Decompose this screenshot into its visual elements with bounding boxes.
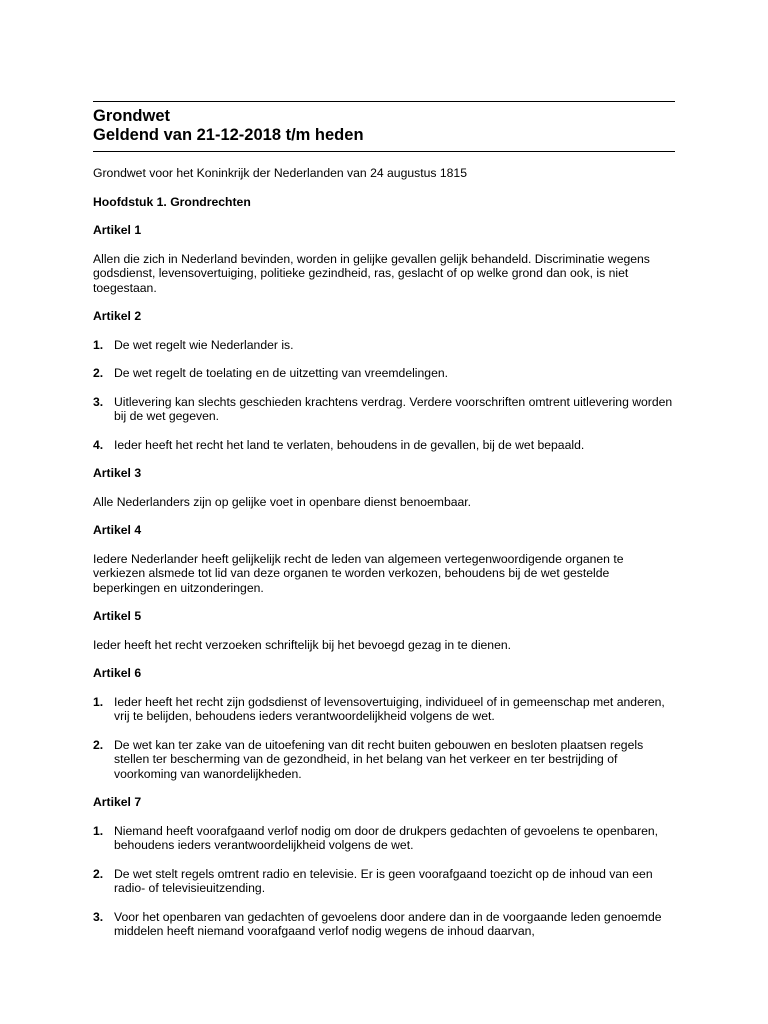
article-text: Ieder heeft het recht verzoeken schriftelijk bij het bevoegd gezag in te dienen. [93, 637, 512, 652]
article-heading: Artikel 5 [93, 609, 142, 623]
title-line-2: Geldend van 21-12-2018 t/m heden [93, 126, 364, 144]
item-text: Ieder heeft het recht zijn godsdienst of levensovertuiging, individueel of in gemeenschap met anderen, vrij te belijden, behoudens ieders verantwoordelijkheid volgens de wet. [114, 694, 665, 723]
item-number: 3. [93, 394, 104, 409]
intro-text: Grondwet voor het Koninkrijk der Nederlanden van 24 augustus 1815 [93, 166, 467, 180]
article-item [93, 366, 675, 381]
title-rule [93, 151, 675, 152]
item-text: De wet stelt regels omtrent radio en televisie. Er is geen voorafgaand toezicht op de inhoud van een radio- of televisieuitzending. [114, 866, 653, 895]
article-item [93, 338, 675, 353]
article-item [93, 910, 675, 939]
item-number: 2. [93, 866, 104, 881]
article-heading: Artikel 2 [93, 309, 142, 323]
article-heading: Artikel 3 [93, 466, 142, 480]
top-rule [93, 101, 675, 102]
article-item [93, 395, 675, 424]
item-text: De wet kan ter zake van de uitoefening van dit recht buiten gebouwen en besloten plaatsen regels stellen ter bescherming van de gezondheid, in het belang van het verkeer en ter bestrijding of voorkoming van wanordelijkheden. [114, 737, 644, 781]
article-heading: Artikel 4 [93, 523, 142, 537]
title-line-1: Grondwet [93, 107, 170, 125]
article-item [93, 438, 675, 453]
item-number: 2. [93, 737, 104, 752]
item-number: 1. [93, 337, 104, 352]
article-heading: Artikel 7 [93, 795, 142, 809]
item-number: 1. [93, 823, 104, 838]
article-text: Allen die zich in Nederland bevinden, worden in gelijke gevallen gelijk behandeld. Discriminatie wegens godsdienst, levensovertuiging, politieke gezindheid, ras, geslacht of op welke grond dan ook, is niet toegestaan. [93, 251, 650, 295]
chapter-heading: Hoofdstuk 1. Grondrechten [93, 194, 251, 209]
item-text: Voor het openbaren van gedachten of gevoelens door andere dan in de voorgaande leden genoemde middelen heeft niemand voorafgaand verlof nodig wegens de inhoud daarvan, [114, 909, 662, 938]
document-title [93, 107, 675, 145]
article-heading: Artikel 6 [93, 666, 142, 680]
article-text: Iedere Nederlander heeft gelijkelijk recht de leden van algemeen vertegenwoordigende organen te verkiezen alsmede tot lid van deze organen te worden verkozen, behoudens bij de wet gestelde beperkingen en uitzonderingen. [93, 551, 624, 595]
item-text: Ieder heeft het recht het land te verlaten, behoudens in de gevallen, bij de wet bepaald. [114, 437, 585, 452]
article-text: Alle Nederlanders zijn op gelijke voet in openbare dienst benoembaar. [93, 494, 472, 509]
article-item [93, 824, 675, 853]
document-page [93, 101, 675, 939]
article-item [93, 738, 675, 782]
item-text: Uitlevering kan slechts geschieden krachtens verdrag. Verdere voorschriften omtrent uitlevering worden bij de wet gegeven. [114, 394, 673, 423]
article-item [93, 695, 675, 724]
item-text: Niemand heeft voorafgaand verlof nodig om door de drukpers gedachten of gevoelens te openbaren, behoudens ieders verantwoordelijkheid volgens de wet. [114, 823, 659, 852]
item-text: De wet regelt wie Nederlander is. [114, 337, 294, 352]
item-text: De wet regelt de toelating en de uitzetting van vreemdelingen. [114, 366, 449, 380]
item-number: 4. [93, 437, 104, 452]
article-heading: Artikel 1 [93, 223, 142, 237]
item-number: 2. [93, 366, 104, 380]
article-item [93, 867, 675, 896]
item-number: 1. [93, 694, 104, 709]
item-number: 3. [93, 909, 104, 924]
